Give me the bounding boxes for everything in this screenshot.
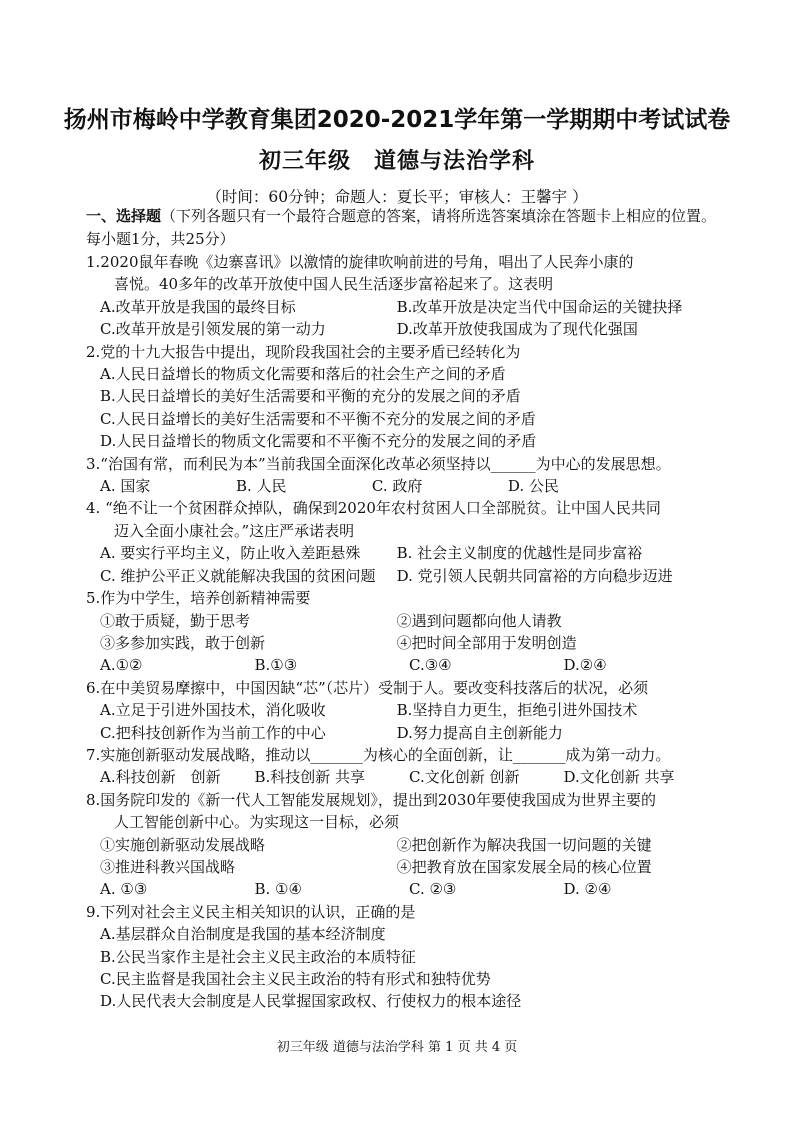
question-3-option-d: D. 公民 xyxy=(507,477,559,496)
question-5-items-row2 xyxy=(86,632,718,654)
question-2-option-b: B.人民日益增长的美好生活需要和平衡的充分的发展之间的矛盾 xyxy=(100,387,521,406)
question-5-option-b: B.①③ xyxy=(254,656,298,675)
section-heading xyxy=(86,205,718,251)
section-instructions: （下列各题只有一个最符合题意的答案，请将所选答案填涂在答题卡上相应的位置。每小题1分，共25分） xyxy=(86,207,717,248)
question-6-stem: 6.在中美贸易摩擦中，中国因缺“芯”（芯片）受制于人。要改变科技落后的状况，必须 xyxy=(86,678,649,697)
question-6-option-b: B.坚持自力更生，拒绝引进外国技术 xyxy=(396,701,638,720)
question-6-option-d: D.努力提高自主创新能力 xyxy=(396,723,563,742)
question-2-stem: 2.党的十九大报告中提出，现阶段我国社会的主要矛盾已经转化为 xyxy=(86,342,521,361)
question-6-option-c: C.把科技创新作为当前工作的中心 xyxy=(100,723,326,742)
question-3-option-a: A. 国家 xyxy=(100,477,151,496)
question-4-options-row1 xyxy=(86,542,718,564)
section-title: 一、选择题 xyxy=(86,207,162,225)
question-8-option-b: B. ①④ xyxy=(254,880,302,899)
page-footer: 初三年级 道德与法治学科 第 1 页 共 4 页 xyxy=(276,1040,518,1055)
question-8-item-1: ①实施创新驱动发展战略 xyxy=(100,835,266,854)
question-8-options xyxy=(86,878,718,900)
question-7-option-d: D.文化创新 共享 xyxy=(563,768,675,787)
question-8-items-row2 xyxy=(86,856,718,878)
question-5-options xyxy=(86,654,718,676)
question-5-item-2: ②遇到问题都向他人请教 xyxy=(396,611,562,630)
question-1-stem-cont: 喜悦。40多年的改革开放使中国人民生活逐步富裕起来了。这表明 xyxy=(114,275,554,294)
question-8-stem: 8.国务院印发的《新一代人工智能发展规划》，提出到2030年要使我国成为世界主要的 xyxy=(86,790,656,809)
question-1-option-d: D.改革开放使我国成为了现代化强国 xyxy=(396,320,638,339)
question-2-option-c: C.人民日益增长的美好生活需要和不平衡不充分的发展之间的矛盾 xyxy=(100,409,536,428)
exam-subtitle: 初三年级 道德与法治学科 xyxy=(258,149,535,174)
question-1-stem: 1.2020鼠年春晚《边寨喜讯》以激情的旋律吹响前进的号角，唱出了人民奔小康的 xyxy=(86,253,634,271)
question-1-options-row2 xyxy=(86,318,718,340)
question-7-options xyxy=(86,766,718,788)
question-9-option-d: D.人民代表大会制度是人民掌握国家政权、行使权力的根本途径 xyxy=(100,992,522,1011)
question-6-options-row1 xyxy=(86,699,718,721)
question-3-options xyxy=(86,475,718,497)
question-4-stem: 4. “绝不让一个贫困群众掉队，确保到2020年农村贫困人口全部脱贫。让中国人民共同 xyxy=(86,499,661,518)
question-5-item-4: ④把时间全部用于发明创造 xyxy=(396,633,577,652)
question-1-option-c: C.改革开放是引领发展的第一动力 xyxy=(100,320,326,339)
question-1-option-b: B.改革开放是决定当代中国命运的关键抉择 xyxy=(396,297,683,316)
question-5-item-3: ③多参加实践，敢于创新 xyxy=(100,633,266,652)
question-4-option-d: D. 党引领人民朝共同富裕的方向稳步迈进 xyxy=(396,566,673,585)
question-5-stem: 5.作为中学生，培养创新精神需要 xyxy=(86,589,311,608)
exam-body xyxy=(86,205,718,1013)
question-9-option-b: B.公民当家作主是社会主义民主政治的本质特征 xyxy=(100,947,416,966)
question-2-option-a: A.人民日益增长的物质文化需要和落后的社会生产之间的矛盾 xyxy=(100,365,506,384)
question-8-items-row1 xyxy=(86,834,718,856)
question-3-option-b: B. 人民 xyxy=(235,477,287,496)
question-4-options-row2 xyxy=(86,565,718,587)
question-8-option-d: D. ②④ xyxy=(563,880,612,899)
question-1-option-a: A.改革开放是我国的最终目标 xyxy=(100,297,296,316)
question-5-option-a: A.①② xyxy=(100,656,143,675)
question-5-option-c: C.③④ xyxy=(409,656,452,675)
exam-title: 扬州市梅岭中学教育集团2020-2021学年第一学期期中考试试卷 xyxy=(63,107,731,133)
question-8-item-3: ③推进科教兴国战略 xyxy=(100,857,236,876)
question-8-stem-cont: 人工智能创新中心。为实现这一目标，必须 xyxy=(114,813,400,832)
question-7-stem: 7.实施创新驱动发展战略，推动以_______为核心的全面创新，让_______成为第一动力。 xyxy=(86,745,671,764)
question-7-option-c: C.文化创新 创新 xyxy=(409,768,520,787)
question-6-option-a: A.立足于引进外国技术，消化吸收 xyxy=(100,701,326,720)
question-8-option-a: A. ①③ xyxy=(100,880,148,899)
question-3-stem: 3.“治国有常，而利民为本”当前我国全面深化改革必须坚持以______为中心的发展思想。 xyxy=(86,454,671,473)
question-8-item-2: ②把创新作为解决我国一切问题的关键 xyxy=(396,835,652,854)
question-7-option-a: A.科技创新 创新 xyxy=(100,768,221,787)
question-1-options-row1 xyxy=(86,296,718,318)
question-5-option-d: D.②④ xyxy=(563,656,607,675)
question-3-option-c: C. 政府 xyxy=(371,477,423,496)
question-4-option-b: B. 社会主义制度的优越性是同步富裕 xyxy=(396,544,643,563)
question-8-option-c: C. ②③ xyxy=(409,880,457,899)
question-4-option-a: A. 要实行平均主义，防止收入差距悬殊 xyxy=(100,544,361,563)
question-8-item-4: ④把教育放在国家发展全局的核心位置 xyxy=(396,857,652,876)
question-5-items-row1 xyxy=(86,610,718,632)
exam-meta: （时间：60分钟；命题人：夏长平；审核人：王馨宇 ） xyxy=(206,188,588,206)
question-5-item-1: ①敢于质疑，勤于思考 xyxy=(100,611,251,630)
question-9-option-c: C.民主监督是我国社会主义民主政治的特有形式和独特优势 xyxy=(100,970,491,988)
question-9-option-a: A.基层群众自治制度是我国的基本经济制度 xyxy=(100,925,386,944)
question-9-stem: 9.下列对社会主义民主相关知识的认识，正确的是 xyxy=(86,902,416,921)
question-4-stem-cont: 迈入全面小康社会。”这庄严承诺表明 xyxy=(114,521,355,540)
question-2-option-d: D.人民日益增长的物质文化需要和不平衡不充分的发展之间的矛盾 xyxy=(100,432,537,451)
question-4-option-c: C. 维护公平正义就能解决我国的贫困问题 xyxy=(100,566,376,585)
question-7-option-b: B.科技创新 共享 xyxy=(254,768,366,787)
question-6-options-row2 xyxy=(86,722,718,744)
